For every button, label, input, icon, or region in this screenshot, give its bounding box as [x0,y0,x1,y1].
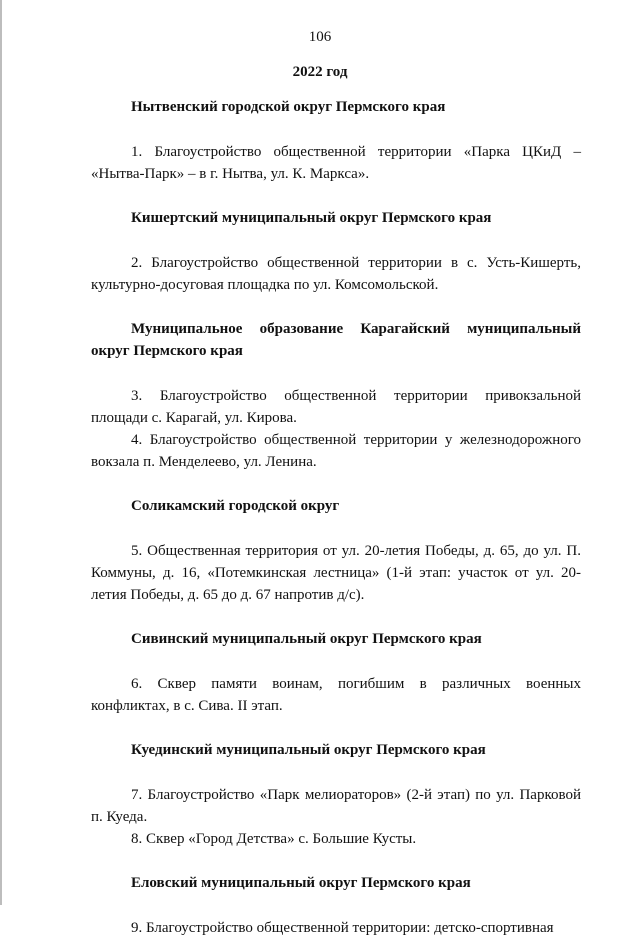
list-item: 3. Благоустройство общественной территории привокзальной площади с. Карагай, ул. Кирова. [91,388,581,426]
list-item: 6. Сквер памяти воинам, погибшим в различных военных конфликтах, в с. Сива. II этап. [91,676,581,714]
section-heading: Кишертский муниципальный округ Пермского края [131,210,492,226]
list-item: 7. Благоустройство «Парк мелиораторов» (2-й этап) по ул. Парковой п. Куеда. [91,787,581,825]
page-number: 106 [308,29,332,45]
list-item: 8. Сквер «Город Детства» с. Большие Кусты. [131,831,417,847]
section-heading: Нытвенский городской округ Пермского края [131,99,446,115]
section-heading: Муниципальное образование Карагайский муниципальный округ Пермского края [91,321,581,359]
section-heading: Куединский муниципальный округ Пермского края [131,742,486,758]
list-item: 4. Благоустройство общественной территории у железнодорожного вокзала п. Менделеево, ул. Ленина. [91,432,581,470]
year-heading: 2022 год [292,64,348,80]
section-heading: Соликамский городской округ [131,498,340,514]
page-edge-divider [0,0,2,905]
list-item: 1. Благоустройство общественной территории «Парка ЦКиД – «Нытва-Парк» – в г. Нытва, ул. К. Маркса». [91,144,581,182]
list-item: 2. Благоустройство общественной территории в с. Усть-Кишерть, культурно-досуговая площадка по ул. Комсомольской. [91,255,581,293]
list-item: 5. Общественная территория от ул. 20-летия Победы, д. 65, до ул. П. Коммуны, д. 16, «Потемкинская лестница» (1-й этап: участок от ул. 20-летия Победы, д. 65 до д. 67 напротив д/с). [91,543,581,603]
document-body [91,96,581,939]
section-heading: Сивинский муниципальный округ Пермского края [131,631,482,647]
list-item: 9. Благоустройство общественной территории: детско-спортивная [131,920,554,936]
section-heading: Еловский муниципальный округ Пермского края [131,875,471,891]
